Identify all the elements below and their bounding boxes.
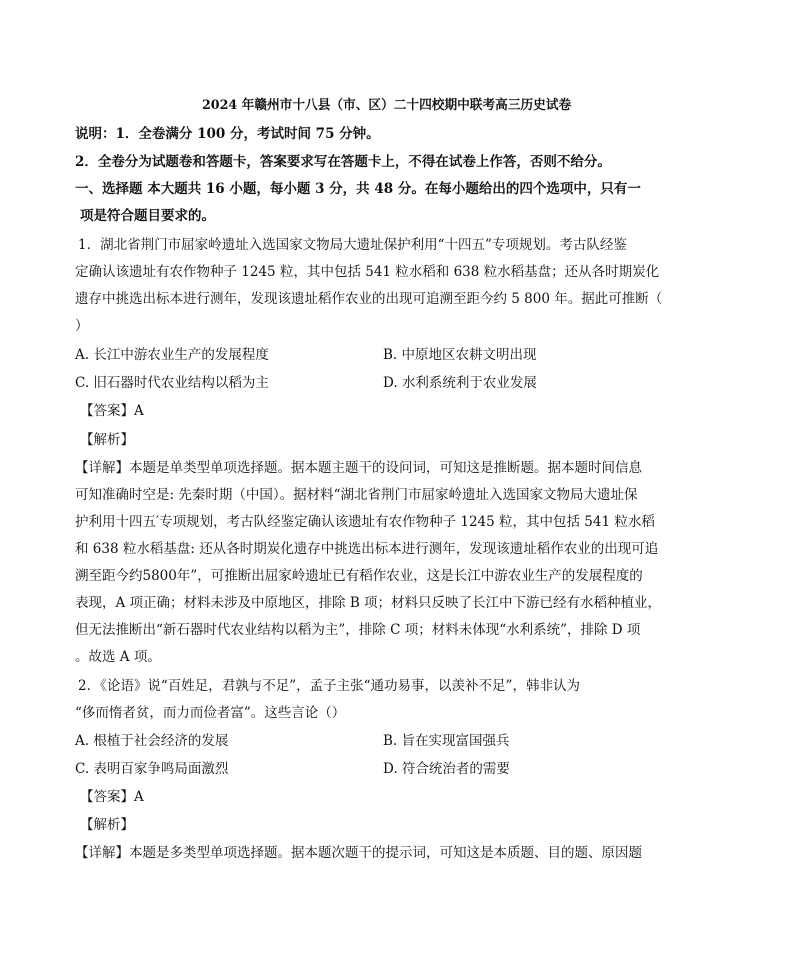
q1-detail-line: 溯至距今约5800年”，可推断出屈家岭遗址已有稻作农业，这是长江中游农业生产的发展程度的 bbox=[75, 568, 643, 584]
q2-option-b: B. 旨在实现富国强兵 bbox=[383, 733, 510, 749]
q2-option-c: C. 表明百家争鸣局面激烈 bbox=[75, 761, 229, 777]
q1-detail-line: 【详解】本题是单类型单项选择题。据本题主题干的设问词，可知这是推断题。据本题时间信息 bbox=[75, 460, 642, 476]
q1-stem-line: 1．湖北省荆门市屈家岭遗址入选国家文物局大遗址保护利用“十四五”专项规划。考古队经鉴 bbox=[78, 237, 627, 253]
q1-detail-line: 护利用十四五′专项规划，考古队经鉴定确认该遗址有农作物种子 1245 粒，其中包括 541 粒水稻 bbox=[75, 514, 655, 530]
q1-option-a: A. 长江中游农业生产的发展程度 bbox=[75, 347, 269, 363]
q1-stem-line: 定确认该遗址有农作物种子 1245 粒，其中包括 541 粒水稻和 638 粒水稻基盘；还从各时期炭化 bbox=[75, 264, 660, 280]
q1-option-d: D. 水利系统利于农业发展 bbox=[383, 375, 537, 391]
q2-stem-line: “侈而惰者贫，而力而俭者富”。这些言论（） bbox=[75, 705, 346, 721]
section-heading-line-1: 一、选择题 本大题共 16 小题，每小题 3 分，共 48 分。在每小题给出的四个选项中，只有一 bbox=[75, 181, 641, 197]
q2-stem-line: 2．《论语》说“百姓足，君孰与不足”，孟子主张“通功易事，以羡补不足”，韩非认为 bbox=[78, 678, 580, 694]
q1-option-c: C. 旧石器时代农业结构以稻为主 bbox=[75, 375, 269, 391]
instruction-line-2: 2．全卷分为试题卷和答题卡，答案要求写在答题卡上，不得在试卷上作答，否则不给分。 bbox=[75, 154, 611, 170]
q1-detail-line: 表现，A 项正确；材料未涉及中原地区，排除 B 项；材料只反映了长江中下游已经有水稻种植业， bbox=[75, 595, 662, 611]
q2-option-d: D. 符合统治者的需要 bbox=[383, 761, 510, 777]
q1-answer: 【答案】A bbox=[80, 403, 144, 419]
q2-answer: 【答案】A bbox=[80, 789, 144, 805]
q1-detail-line: 但无法推断出“新石器时代农业结构以稻为主”，排除 C 项；材料未体现“水利系统”，排除 D 项 bbox=[75, 622, 641, 638]
q1-stem-line: 遗存中挑选出标本进行测年，发现该遗址稻作农业的出现可追溯至距今约 5 800 年。据此可推断（ bbox=[75, 291, 663, 307]
q1-analysis-label: 【解析】 bbox=[80, 432, 134, 448]
page-title: 2024 年赣州市十八县（市、区）二十四校期中联考高三历史试卷 bbox=[201, 98, 572, 113]
q2-detail-line: 【详解】本题是多类型单项选择题。据本题次题干的提示词，可知这是本质题、目的题、原因题 bbox=[75, 845, 642, 861]
section-heading-line-2: 项是符合题目要求的。 bbox=[80, 208, 215, 224]
q2-analysis-label: 【解析】 bbox=[80, 817, 134, 833]
q2-option-a: A. 根植于社会经济的发展 bbox=[75, 733, 229, 749]
q1-stem-line: ） bbox=[75, 318, 89, 334]
instruction-line-1: 说明：1．全卷满分 100 分，考试时间 75 分钟。 bbox=[75, 126, 380, 142]
q1-detail-line: 和 638 粒水稻基盘: 还从各时期炭化遗存中挑选出标本进行测年，发现该遗址稻作农业的出现可追 bbox=[75, 541, 659, 557]
q1-option-b: B. 中原地区农耕文明出现 bbox=[383, 347, 537, 363]
q1-detail-line: 。故选 A 项。 bbox=[75, 649, 161, 665]
q1-detail-line: 可知准确时空是: 先秦时期（中国）。据材料“湖北省荆门市屈家岭遗址入选国家文物局大遗址保 bbox=[75, 487, 638, 503]
